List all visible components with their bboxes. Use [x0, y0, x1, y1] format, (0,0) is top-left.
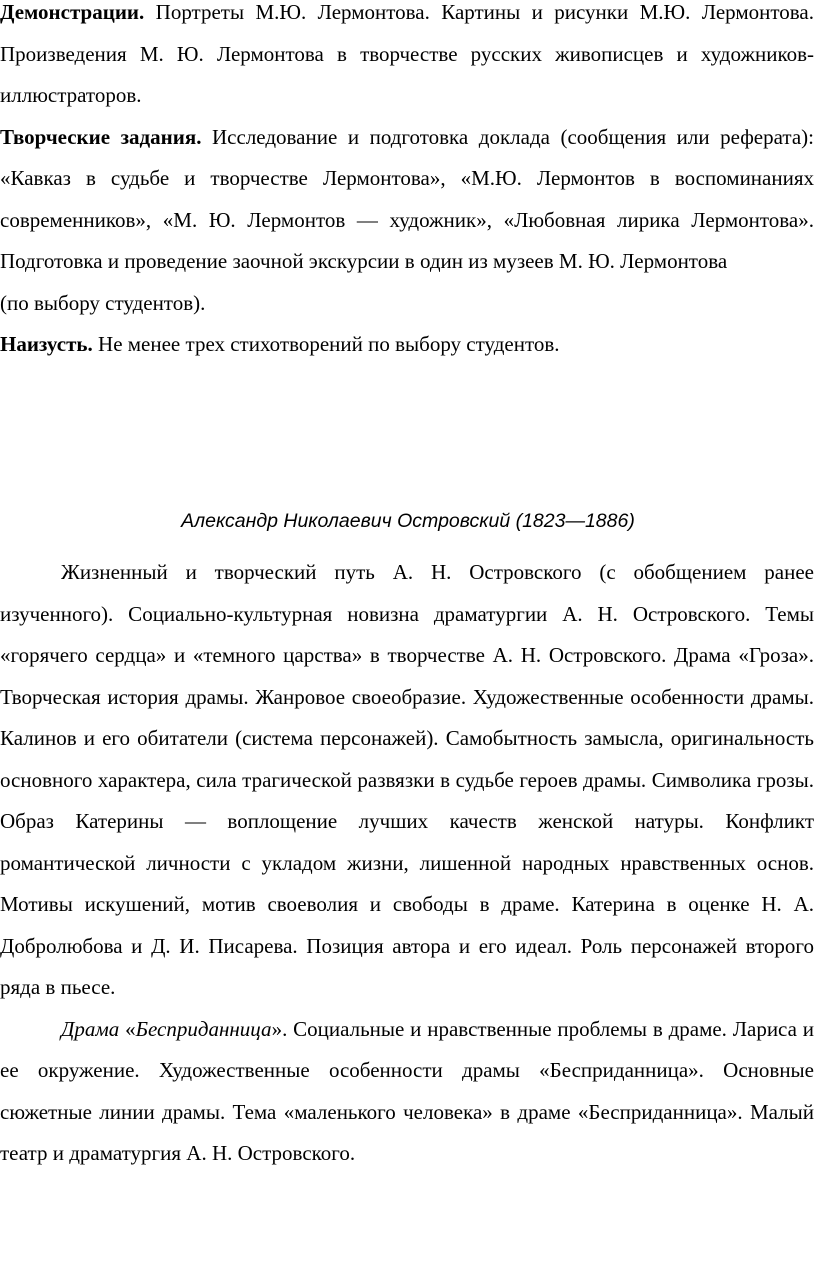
ostrovsky-paragraph-2	[0, 1009, 814, 1175]
creative-tasks-label: Творческие задания.	[0, 124, 202, 149]
creative-tasks-paragraph	[0, 117, 814, 283]
demonstrations-text: Портреты М.Ю. Лермонтова. Картины и рисунки М.Ю. Лермонтова. Произведения М. Ю. Лермонтова в творчестве русских живописцев и художников- иллюстраторов.	[0, 0, 814, 107]
ostrovsky-section	[0, 552, 814, 1175]
ostrovsky-paragraph-2-text: Социальные и нравственные проблемы в драме. Лариса и ее окружение. Художественные особенности драмы «Бесприданница». Основные сюжетные линии драмы. Тема «маленького человека» в драме «Бесприданница». Малый театр и драматургия А. Н. Островского.	[0, 1016, 815, 1165]
ostrovsky-paragraph-1: Жизненный и творческий путь А. Н. Островского (с обобщением ранее изученного). Социально-культурная новизна драматургии А. Н. Островского. Темы «горячего сердца» и «темного царства» в творчестве А. Н. Островского. Драма «Гроза». Творческая история драмы. Жанровое своеобразие. Художественные особенности драмы. Калинов и его обитатели (система персонажей). Самобытность замысла, оригинальность основного характера, сила трагической развязки в судьбе героев драмы. Символика грозы. Образ Катерины — воплощение лучших качеств женской натуры. Конфликт романтической личности с укладом жизни, лишенной народных нравственных основ. Мотивы искушений, мотив своеволия и свободы в драме. Катерина в оценке Н. А. Добролюбова и Д. И. Писарева. Позиция автора и его идеал. Роль персонажей второго ряда в пьесе.	[0, 560, 814, 999]
drama-label: Драма	[61, 1016, 120, 1041]
section-heading: Александр Николаевич Островский (1823—1886)	[181, 510, 635, 532]
lermontov-notes	[0, 0, 814, 366]
drama-title: Бесприданница	[135, 1016, 272, 1041]
quote-close: ».	[271, 1016, 288, 1041]
quote-open: «	[119, 1016, 136, 1041]
demonstrations-label: Демонстрации.	[0, 0, 145, 24]
demonstrations-paragraph	[0, 0, 814, 117]
creative-tasks-paragraph-end: (по выбору студентов).	[0, 290, 206, 315]
memorize-label: Наизусть.	[0, 332, 93, 356]
creative-tasks-text: Исследование и подготовка доклада (сообщения или реферата): «Кавказ в судьбе и творчестве Лермонтова», «М.Ю. Лермонтов в воспоминаниях современников», «М. Ю. Лермонтов — художник», «Любовная лирика Лермонтова». Подготовка и проведение заочной экскурсии в один из музеев М. Ю. Лермонтова	[0, 124, 814, 273]
memorize-text: Не менее трех стихотворений по выбору студентов.	[92, 332, 560, 356]
memorize-paragraph	[0, 324, 814, 366]
